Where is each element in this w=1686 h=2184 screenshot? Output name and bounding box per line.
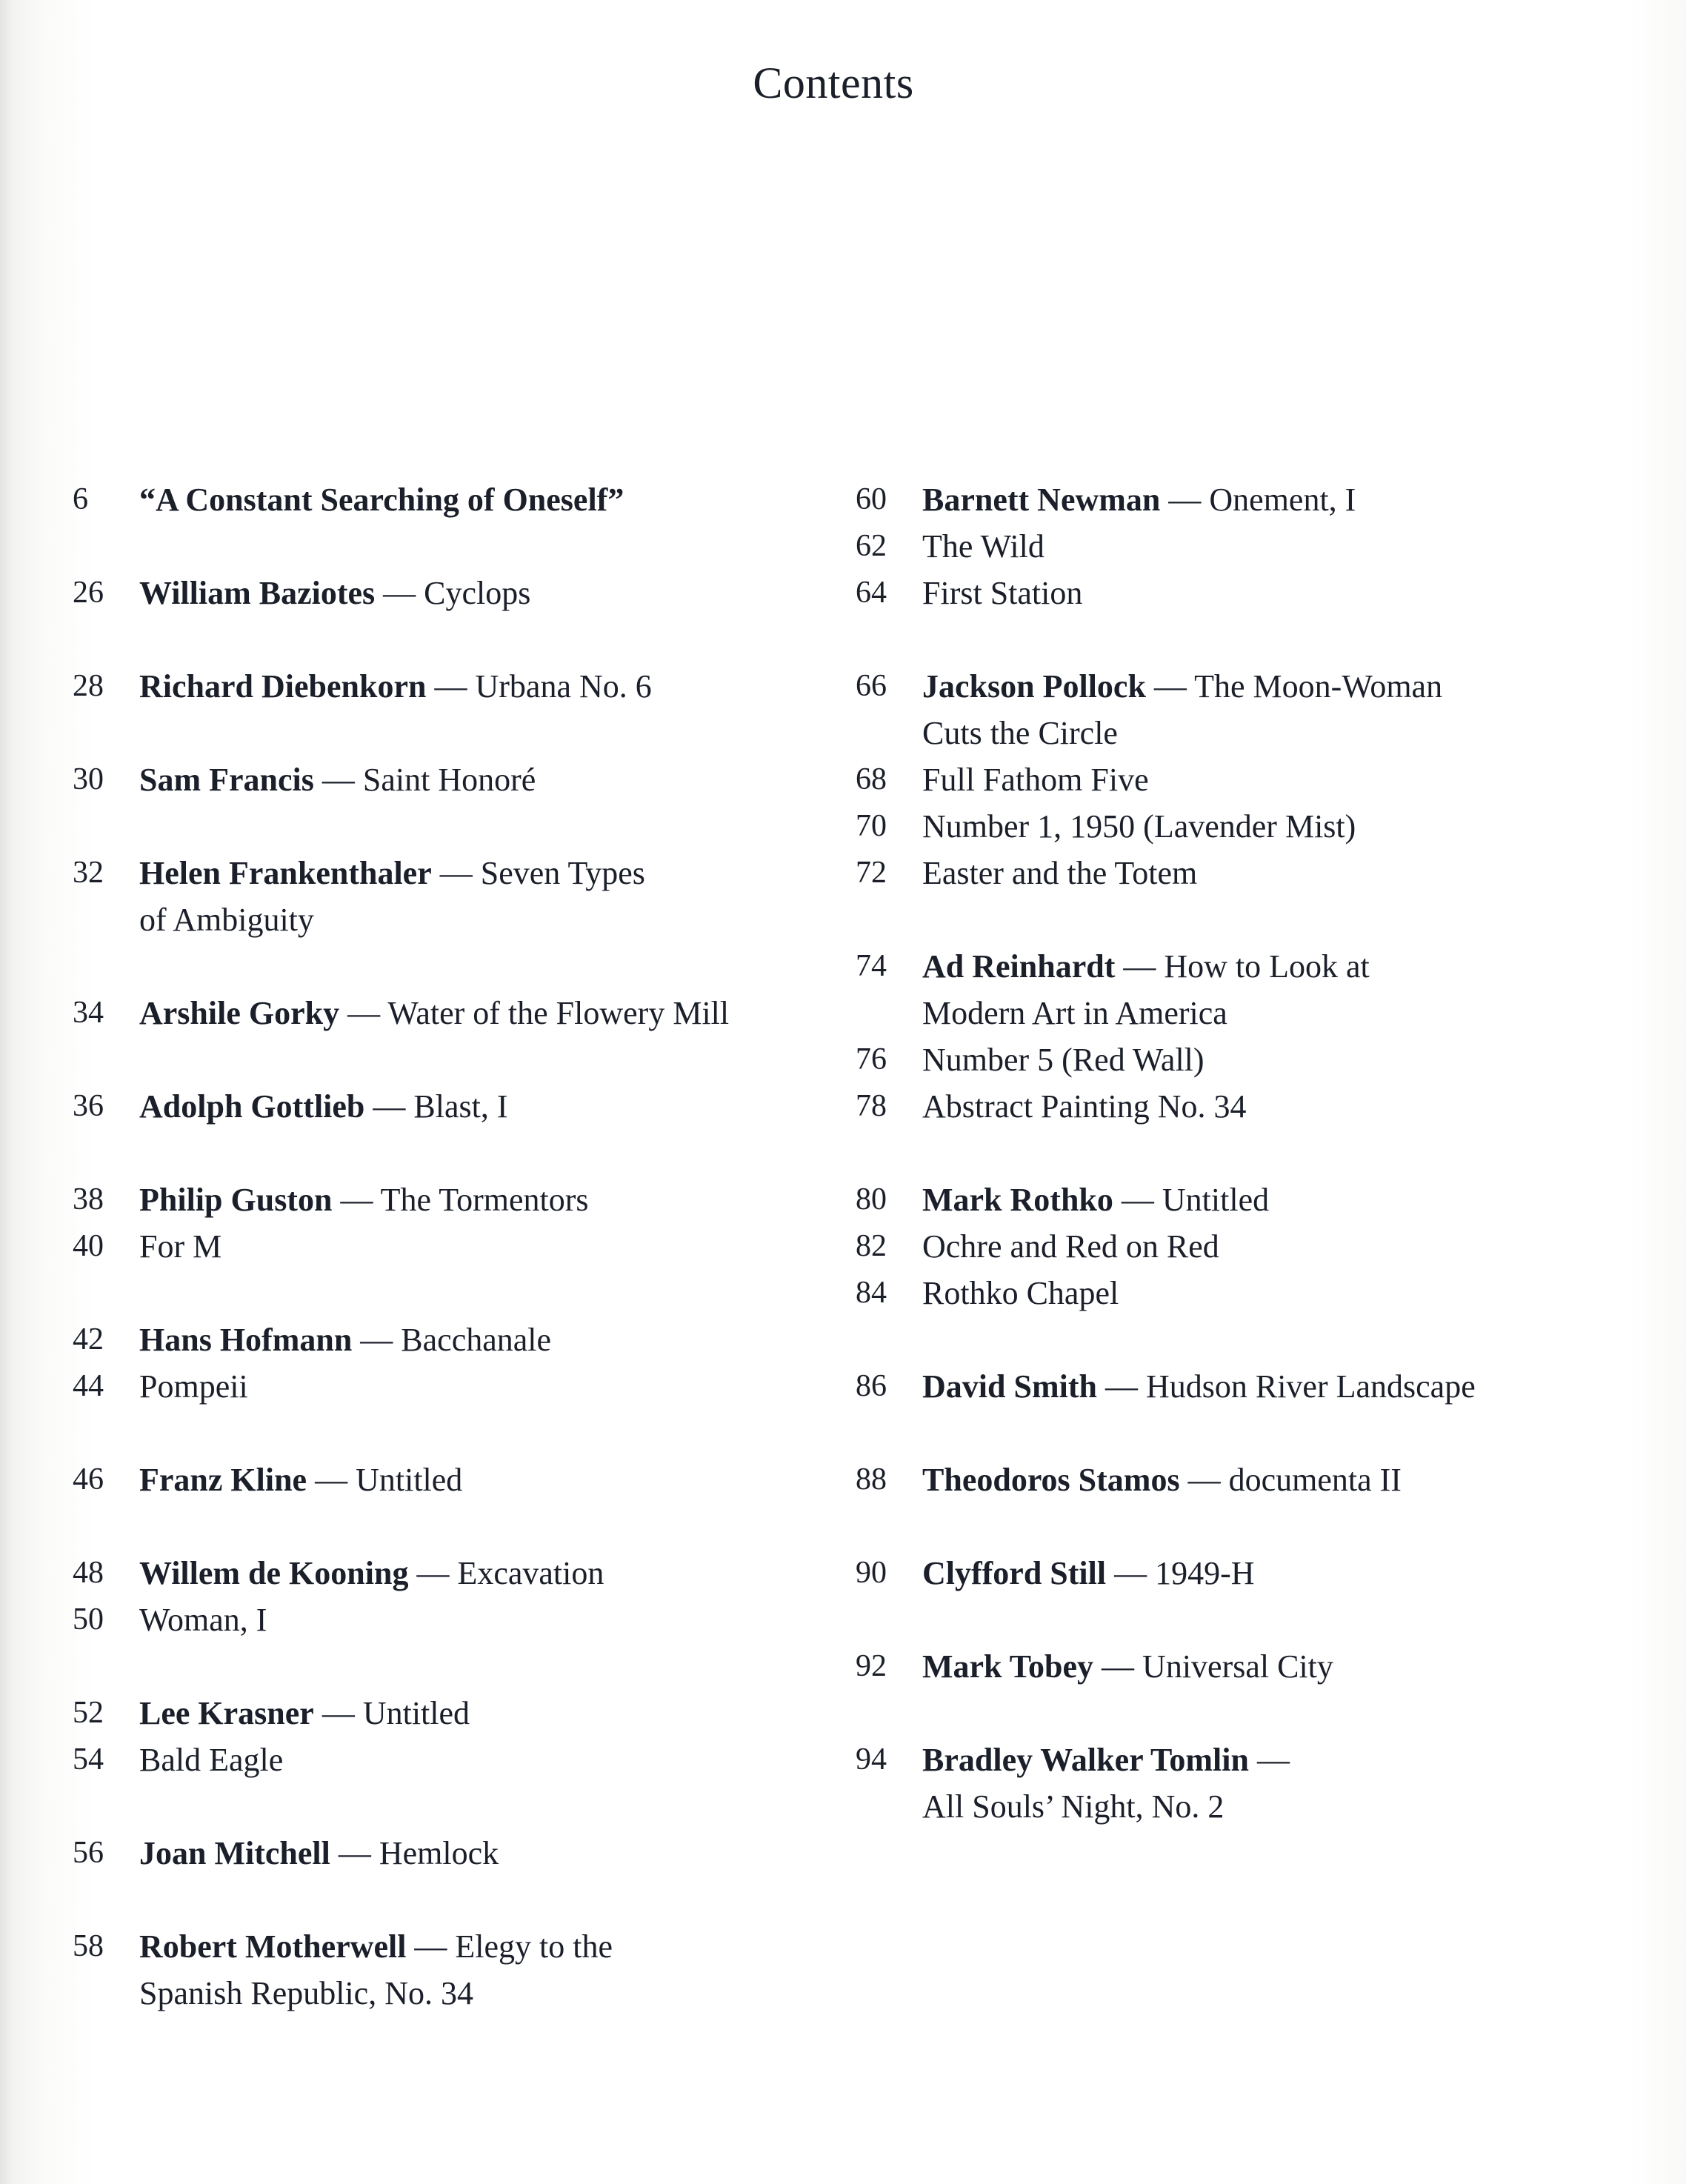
work-title: The Moon-Woman [1194, 668, 1443, 705]
entry-text [922, 1176, 1269, 1223]
work-title: Untitled [1162, 1182, 1270, 1218]
toc-line [73, 1830, 813, 1877]
page-number: 62 [856, 529, 887, 563]
toc-line [73, 663, 813, 710]
artist-name: Adolph Gottlieb [139, 1088, 365, 1125]
artist-name: David Smith [922, 1368, 1097, 1405]
work-title: Blast, I [413, 1088, 508, 1125]
dash-separator: — [332, 1182, 381, 1218]
toc-entry [856, 1176, 1596, 1316]
toc-line [73, 1690, 813, 1737]
dash-separator: — [307, 1462, 356, 1498]
entry-text [922, 1643, 1333, 1690]
toc-entry [856, 943, 1596, 1130]
work-title: Abstract Painting No. 34 [922, 1088, 1247, 1125]
entry-text [139, 1316, 551, 1363]
toc-line [856, 1643, 1596, 1690]
page-number: 52 [73, 1696, 104, 1730]
toc-entry [73, 1830, 813, 1877]
dash-separator: — [313, 1695, 363, 1731]
work-title: Full Fathom Five [922, 762, 1149, 798]
entry-text [139, 570, 530, 616]
dash-separator: — [375, 575, 424, 611]
toc-entry [856, 1456, 1596, 1503]
toc-line [73, 850, 813, 896]
work-title: of Ambiguity [139, 902, 314, 938]
work-title: 1949-H [1155, 1555, 1255, 1591]
toc-line [856, 803, 1596, 850]
work-title: documenta II [1228, 1462, 1402, 1498]
toc-entry [856, 1363, 1596, 1410]
work-title: How to Look at [1164, 948, 1370, 985]
work-title: Excavation [457, 1555, 604, 1591]
page-number: 36 [73, 1089, 104, 1123]
toc-line [73, 1223, 813, 1270]
page-title: Contents [753, 59, 914, 107]
artist-name: Arshile Gorky [139, 995, 340, 1031]
page-number: 88 [856, 1462, 887, 1496]
artist-name: Lee Krasner [139, 1695, 314, 1731]
work-title: Ochre and Red on Red [922, 1228, 1219, 1265]
dash-separator: — [313, 762, 363, 798]
dash-separator: — [1106, 1555, 1156, 1591]
artist-name: Ad Reinhardt [922, 948, 1116, 985]
entry-text [922, 803, 1356, 850]
entry-text [922, 1083, 1247, 1130]
work-title: Hemlock [379, 1835, 499, 1871]
work-title: Untitled [362, 1695, 470, 1731]
toc-line [856, 1083, 1596, 1130]
page-number: 42 [73, 1322, 104, 1356]
work-title: Number 1, 1950 (Lavender Mist) [922, 808, 1356, 845]
toc-line [73, 990, 813, 1036]
toc-line [73, 1737, 813, 1783]
toc-line [73, 1970, 813, 2017]
artist-name: Jackson Pollock [922, 668, 1146, 705]
toc-line [73, 1456, 813, 1503]
entry-text [139, 756, 536, 803]
toc-line [856, 850, 1596, 896]
dash-separator: — [1093, 1648, 1143, 1685]
entry-text [922, 476, 1356, 523]
dash-separator: — [364, 1088, 414, 1125]
toc-entry [856, 1737, 1596, 1830]
entry-text [139, 850, 645, 896]
toc-entry [856, 663, 1596, 896]
page-number: 54 [73, 1742, 104, 1777]
toc-line [856, 1176, 1596, 1223]
toc-entry [73, 1550, 813, 1643]
page-number: 80 [856, 1182, 887, 1216]
artist-name: “A Constant Searching of Oneself” [139, 482, 624, 518]
entry-text [139, 1597, 267, 1643]
work-title: Woman, I [139, 1602, 267, 1638]
entry-text [139, 1970, 473, 2017]
entry-text [922, 1036, 1204, 1083]
entry-text [139, 990, 729, 1036]
dash-separator: — [1160, 482, 1210, 518]
entry-text [139, 1223, 221, 1270]
artist-name: Philip Guston [139, 1182, 333, 1218]
work-title: Hudson River Landscape [1145, 1368, 1476, 1405]
toc-entry [73, 1456, 813, 1503]
contents-left-column [73, 476, 813, 2063]
artist-name: Theodoros Stamos [922, 1462, 1180, 1498]
artist-name: Hans Hofmann [139, 1322, 353, 1358]
work-title: Easter and the Totem [922, 855, 1198, 891]
page-number: 94 [856, 1742, 887, 1777]
work-title: Untitled [356, 1462, 463, 1498]
artist-name: Barnett Newman [922, 482, 1161, 518]
dash-separator: — [339, 995, 388, 1031]
artist-name: Helen Frankenthaler [139, 855, 432, 891]
entry-text [139, 1363, 248, 1410]
page-number: 90 [856, 1556, 887, 1590]
page-number: 60 [856, 482, 887, 516]
toc-entry [856, 1550, 1596, 1597]
toc-entry [856, 476, 1596, 616]
toc-entry [73, 1690, 813, 1783]
toc-line [856, 710, 1596, 756]
dash-separator: — [406, 1928, 456, 1965]
work-title: Bacchanale [401, 1322, 552, 1358]
entry-text [922, 710, 1118, 756]
dash-separator: — [352, 1322, 401, 1358]
artist-name: Robert Motherwell [139, 1928, 407, 1965]
work-title: Seven Types [480, 855, 645, 891]
entry-text [922, 850, 1197, 896]
toc-line [856, 663, 1596, 710]
dash-separator: — [1115, 948, 1164, 985]
entry-text [922, 570, 1082, 616]
toc-line [856, 1550, 1596, 1597]
work-title: Bald Eagle [139, 1742, 284, 1778]
entry-text [922, 1550, 1255, 1597]
entry-text [922, 1737, 1290, 1783]
entry-text [139, 1737, 283, 1783]
entry-text [922, 756, 1149, 803]
page-number: 44 [73, 1369, 104, 1403]
toc-line [73, 1550, 813, 1597]
page-number: 30 [73, 762, 104, 796]
toc-line [856, 1783, 1596, 1830]
work-title: Spanish Republic, No. 34 [139, 1975, 473, 2011]
artist-name: Clyfford Still [922, 1555, 1107, 1591]
entry-text [922, 990, 1227, 1036]
toc-line [73, 1316, 813, 1363]
dash-separator: — [408, 1555, 458, 1591]
entry-text [922, 943, 1370, 990]
toc-entry [856, 1643, 1596, 1690]
work-title: Urbana No. 6 [475, 668, 652, 705]
work-title: The Tormentors [380, 1182, 589, 1218]
work-title: Universal City [1142, 1648, 1333, 1685]
toc-entry [73, 1923, 813, 2017]
toc-entry [73, 1176, 813, 1270]
page-number: 50 [73, 1602, 104, 1637]
entry-text [139, 1923, 613, 1970]
artist-name: Sam Francis [139, 762, 314, 798]
entry-text [922, 523, 1044, 570]
work-title: All Souls’ Night, No. 2 [922, 1788, 1224, 1825]
artist-name: Franz Kline [139, 1462, 307, 1498]
toc-line [73, 570, 813, 616]
toc-line [73, 476, 813, 523]
contents-right-column [856, 476, 1596, 1877]
toc-line [73, 1923, 813, 1970]
page-number: 26 [73, 576, 104, 610]
page-number: 76 [856, 1042, 887, 1076]
work-title: Pompeii [139, 1368, 248, 1405]
work-title: Elegy to the [455, 1928, 613, 1965]
dash-separator: — [1248, 1742, 1290, 1778]
entry-text [922, 1363, 1476, 1410]
work-title: First Station [922, 575, 1083, 611]
page-number: 58 [73, 1929, 104, 1963]
page-number: 38 [73, 1182, 104, 1216]
toc-line [856, 570, 1596, 616]
toc-line [856, 943, 1596, 990]
dash-separator: — [1113, 1182, 1162, 1218]
artist-name: Willem de Kooning [139, 1555, 409, 1591]
work-title: Rothko Chapel [922, 1275, 1119, 1311]
page-number: 46 [73, 1462, 104, 1496]
toc-line [856, 476, 1596, 523]
entry-text [139, 476, 624, 523]
toc-entry [73, 850, 813, 943]
artist-name: Mark Tobey [922, 1648, 1094, 1685]
entry-text [139, 1550, 604, 1597]
work-title: Cuts the Circle [922, 715, 1118, 751]
entry-text [139, 1830, 499, 1877]
work-title: Modern Art in America [922, 995, 1227, 1031]
artist-name: Mark Rothko [922, 1182, 1113, 1218]
page-number: 74 [856, 949, 887, 983]
entry-text [922, 663, 1442, 710]
entry-text [139, 1176, 588, 1223]
toc-entry [73, 663, 813, 710]
toc-line [73, 1176, 813, 1223]
dash-separator: — [330, 1835, 379, 1871]
work-title: Number 5 (Red Wall) [922, 1042, 1204, 1078]
work-title: For M [139, 1228, 222, 1265]
page-number: 32 [73, 856, 104, 890]
entry-text [139, 1456, 462, 1503]
page-number: 70 [856, 809, 887, 843]
toc-line [856, 1270, 1596, 1316]
toc-line [856, 1363, 1596, 1410]
dash-separator: — [1179, 1462, 1229, 1498]
work-title: Onement, I [1209, 482, 1356, 518]
page-number: 40 [73, 1229, 104, 1263]
entry-text [139, 1083, 508, 1130]
page-number: 68 [856, 762, 887, 796]
work-title: Saint Honoré [362, 762, 536, 798]
page-number: 66 [856, 669, 887, 703]
work-title: Cyclops [424, 575, 531, 611]
toc-entry [73, 990, 813, 1036]
toc-line [856, 523, 1596, 570]
toc-line [856, 1456, 1596, 1503]
page-number: 84 [856, 1276, 887, 1310]
page-number: 56 [73, 1836, 104, 1870]
toc-line [73, 1083, 813, 1130]
toc-line [73, 756, 813, 803]
entry-text [139, 663, 652, 710]
page-number: 72 [856, 856, 887, 890]
toc-entry [73, 1083, 813, 1130]
toc-entry [73, 570, 813, 616]
page-number: 86 [856, 1369, 887, 1403]
toc-line [856, 1737, 1596, 1783]
toc-line [856, 1036, 1596, 1083]
work-title: The Wild [922, 528, 1044, 565]
entry-text [922, 1223, 1219, 1270]
artist-name: Joan Mitchell [139, 1835, 330, 1871]
toc-line [856, 990, 1596, 1036]
toc-entry [73, 1316, 813, 1410]
page-number: 6 [73, 482, 88, 516]
artist-name: Bradley Walker Tomlin [922, 1742, 1249, 1778]
entry-text [139, 896, 314, 943]
toc-line [856, 1223, 1596, 1270]
toc-entry [73, 756, 813, 803]
page-number: 28 [73, 669, 104, 703]
dash-separator: — [431, 855, 481, 891]
toc-line [73, 896, 813, 943]
page-number: 48 [73, 1556, 104, 1590]
artist-name: William Baziotes [139, 575, 376, 611]
dash-separator: — [1145, 668, 1195, 705]
dash-separator: — [426, 668, 476, 705]
page-number: 82 [856, 1229, 887, 1263]
dash-separator: — [1096, 1368, 1146, 1405]
toc-line [856, 756, 1596, 803]
page-number: 34 [73, 996, 104, 1030]
toc-entry [73, 476, 813, 523]
artist-name: Richard Diebenkorn [139, 668, 427, 705]
entry-text [139, 1690, 470, 1737]
work-title: Water of the Flowery Mill [387, 995, 730, 1031]
toc-line [73, 1363, 813, 1410]
toc-line [73, 1597, 813, 1643]
entry-text [922, 1783, 1224, 1830]
page-number: 78 [856, 1089, 887, 1123]
page-number: 92 [856, 1649, 887, 1683]
entry-text [922, 1270, 1119, 1316]
page-number: 64 [856, 576, 887, 610]
entry-text [922, 1456, 1402, 1503]
